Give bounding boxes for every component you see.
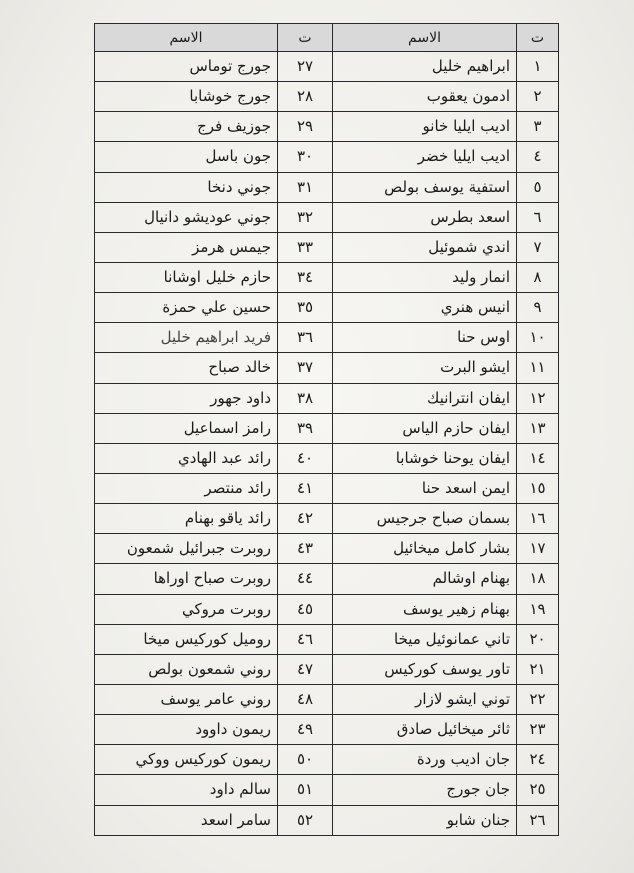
row-name-right: ادمون يعقوب — [333, 82, 517, 112]
row-number-left: ٤٤ — [278, 564, 333, 594]
row-name-right: انيس هنري — [333, 293, 517, 323]
row-name-right: ايفان حازم الياس — [333, 413, 517, 443]
row-number-left: ٥٢ — [278, 805, 333, 835]
table-row — [95, 383, 559, 413]
row-number-right: ١٨ — [517, 564, 559, 594]
row-name-left: روميل كوركيس ميخا — [95, 624, 278, 654]
row-number-left: ٣٥ — [278, 293, 333, 323]
table-row — [95, 624, 559, 654]
header-number-right: ت — [517, 24, 559, 52]
row-name-left: حازم خليل اوشانا — [95, 262, 278, 292]
table-row — [95, 443, 559, 473]
row-name-right: ابراهيم خليل — [333, 52, 517, 82]
row-number-right: ٢١ — [517, 654, 559, 684]
row-number-left: ٤٢ — [278, 504, 333, 534]
row-number-right: ١٤ — [517, 443, 559, 473]
table-row — [95, 534, 559, 564]
table-row — [95, 684, 559, 714]
row-name-right: ايفان يوحنا خوشابا — [333, 443, 517, 473]
row-name-right: اديب ايليا خانو — [333, 112, 517, 142]
row-name-right: توني ايشو لازار — [333, 684, 517, 714]
row-number-left: ٣٩ — [278, 413, 333, 443]
row-number-left: ٢٧ — [278, 52, 333, 82]
row-number-right: ٢٣ — [517, 715, 559, 745]
row-number-left: ٤٩ — [278, 715, 333, 745]
row-number-right: ١٧ — [517, 534, 559, 564]
table-row — [95, 353, 559, 383]
row-name-left: روني عامر يوسف — [95, 684, 278, 714]
row-name-right: اديب ايليا خضر — [333, 142, 517, 172]
table-row — [95, 594, 559, 624]
row-name-left: جوني عوديشو دانيال — [95, 202, 278, 232]
row-name-right: اسعد بطرس — [333, 202, 517, 232]
table-row — [95, 805, 559, 835]
row-name-left: حسين علي حمزة — [95, 293, 278, 323]
row-number-left: ٣٣ — [278, 232, 333, 262]
row-name-right: اوس حنا — [333, 323, 517, 353]
table-row — [95, 232, 559, 262]
row-number-left: ٣١ — [278, 172, 333, 202]
row-number-right: ٧ — [517, 232, 559, 262]
header-row — [95, 24, 559, 52]
row-number-right: ٢ — [517, 82, 559, 112]
names-table — [94, 23, 559, 836]
row-name-right: جان جورج — [333, 775, 517, 805]
table-row — [95, 564, 559, 594]
row-name-right: جان اديب وردة — [333, 745, 517, 775]
row-number-left: ٣٦ — [278, 323, 333, 353]
row-number-right: ١٠ — [517, 323, 559, 353]
row-number-right: ٢٦ — [517, 805, 559, 835]
table-row — [95, 715, 559, 745]
row-name-right: ايشو البرت — [333, 353, 517, 383]
row-name-right: ايفان انترانيك — [333, 383, 517, 413]
row-number-right: ٨ — [517, 262, 559, 292]
row-name-left: روبرت صباح اوراها — [95, 564, 278, 594]
row-name-left: جورج خوشابا — [95, 82, 278, 112]
row-name-left: رائد ياقو بهنام — [95, 504, 278, 534]
row-number-right: ١٦ — [517, 504, 559, 534]
row-number-right: ٤ — [517, 142, 559, 172]
table-row — [95, 52, 559, 82]
row-name-right: بسمان صباح جرجيس — [333, 504, 517, 534]
row-name-right: ايمن اسعد حنا — [333, 473, 517, 503]
row-number-left: ٤١ — [278, 473, 333, 503]
table-row — [95, 112, 559, 142]
table-row — [95, 202, 559, 232]
row-number-right: ١١ — [517, 353, 559, 383]
row-name-right: انمار وليد — [333, 262, 517, 292]
row-number-left: ٤٠ — [278, 443, 333, 473]
row-name-left: ريمون داوود — [95, 715, 278, 745]
row-number-left: ٤٣ — [278, 534, 333, 564]
row-name-right: ثائر ميخائيل صادق — [333, 715, 517, 745]
row-number-left: ٢٨ — [278, 82, 333, 112]
table-row — [95, 262, 559, 292]
table-row — [95, 473, 559, 503]
row-name-right: جنان شابو — [333, 805, 517, 835]
row-number-right: ٥ — [517, 172, 559, 202]
row-name-left: جوني دنخا — [95, 172, 278, 202]
row-number-left: ٤٨ — [278, 684, 333, 714]
row-name-right: بهنام زهير يوسف — [333, 594, 517, 624]
row-name-left: جوزيف فرج — [95, 112, 278, 142]
row-number-left: ٣٧ — [278, 353, 333, 383]
row-name-right: تاور يوسف كوركيس — [333, 654, 517, 684]
row-name-left: جون باسل — [95, 142, 278, 172]
row-name-left: روبرت جبرائيل شمعون — [95, 534, 278, 564]
row-name-left: ريمون كوركيس ووكي — [95, 745, 278, 775]
table-row — [95, 142, 559, 172]
row-number-right: ١٣ — [517, 413, 559, 443]
row-name-left: رائد عبد الهادي — [95, 443, 278, 473]
table-row — [95, 172, 559, 202]
row-number-left: ٣٨ — [278, 383, 333, 413]
row-number-left: ٤٧ — [278, 654, 333, 684]
row-number-left: ٤٥ — [278, 594, 333, 624]
row-number-right: ١٥ — [517, 473, 559, 503]
table-row — [95, 654, 559, 684]
row-name-right: استفية يوسف بولص — [333, 172, 517, 202]
table-row — [95, 82, 559, 112]
row-number-right: ٢٥ — [517, 775, 559, 805]
row-number-right: ٣ — [517, 112, 559, 142]
table-row — [95, 745, 559, 775]
row-name-left: جيمس هرمز — [95, 232, 278, 262]
row-name-left: جورج توماس — [95, 52, 278, 82]
row-name-left: سالم داود — [95, 775, 278, 805]
row-number-right: ٦ — [517, 202, 559, 232]
row-number-right: ٢٠ — [517, 624, 559, 654]
row-number-left: ٥١ — [278, 775, 333, 805]
row-number-right: ٢٢ — [517, 684, 559, 714]
table-row — [95, 504, 559, 534]
row-name-left: فريد ابراهيم خليل — [95, 323, 278, 353]
row-number-left: ٥٠ — [278, 745, 333, 775]
row-number-right: ٩ — [517, 293, 559, 323]
row-number-right: ٢٤ — [517, 745, 559, 775]
row-number-left: ٤٦ — [278, 624, 333, 654]
row-name-left: روبرت مروكي — [95, 594, 278, 624]
row-name-left: داود جهور — [95, 383, 278, 413]
row-name-left: سامر اسعد — [95, 805, 278, 835]
row-name-right: تاني عمانوئيل ميخا — [333, 624, 517, 654]
table-row — [95, 413, 559, 443]
row-name-left: روني شمعون بولص — [95, 654, 278, 684]
row-number-right: ١٢ — [517, 383, 559, 413]
row-number-left: ٣٢ — [278, 202, 333, 232]
row-number-left: ٣٠ — [278, 142, 333, 172]
row-name-right: اندي شموئيل — [333, 232, 517, 262]
header-number-left: ت — [278, 24, 333, 52]
row-name-left: خالد صباح — [95, 353, 278, 383]
row-name-left: رامز اسماعيل — [95, 413, 278, 443]
table-row — [95, 293, 559, 323]
row-name-left: رائد منتصر — [95, 473, 278, 503]
row-number-right: ١٩ — [517, 594, 559, 624]
row-number-left: ٣٤ — [278, 262, 333, 292]
table-row — [95, 323, 559, 353]
row-name-right: بهنام اوشالم — [333, 564, 517, 594]
row-number-left: ٢٩ — [278, 112, 333, 142]
table-row — [95, 775, 559, 805]
row-name-right: بشار كامل ميخائيل — [333, 534, 517, 564]
header-name-right: الاسم — [333, 24, 517, 52]
row-number-right: ١ — [517, 52, 559, 82]
header-name-left: الاسم — [95, 24, 278, 52]
